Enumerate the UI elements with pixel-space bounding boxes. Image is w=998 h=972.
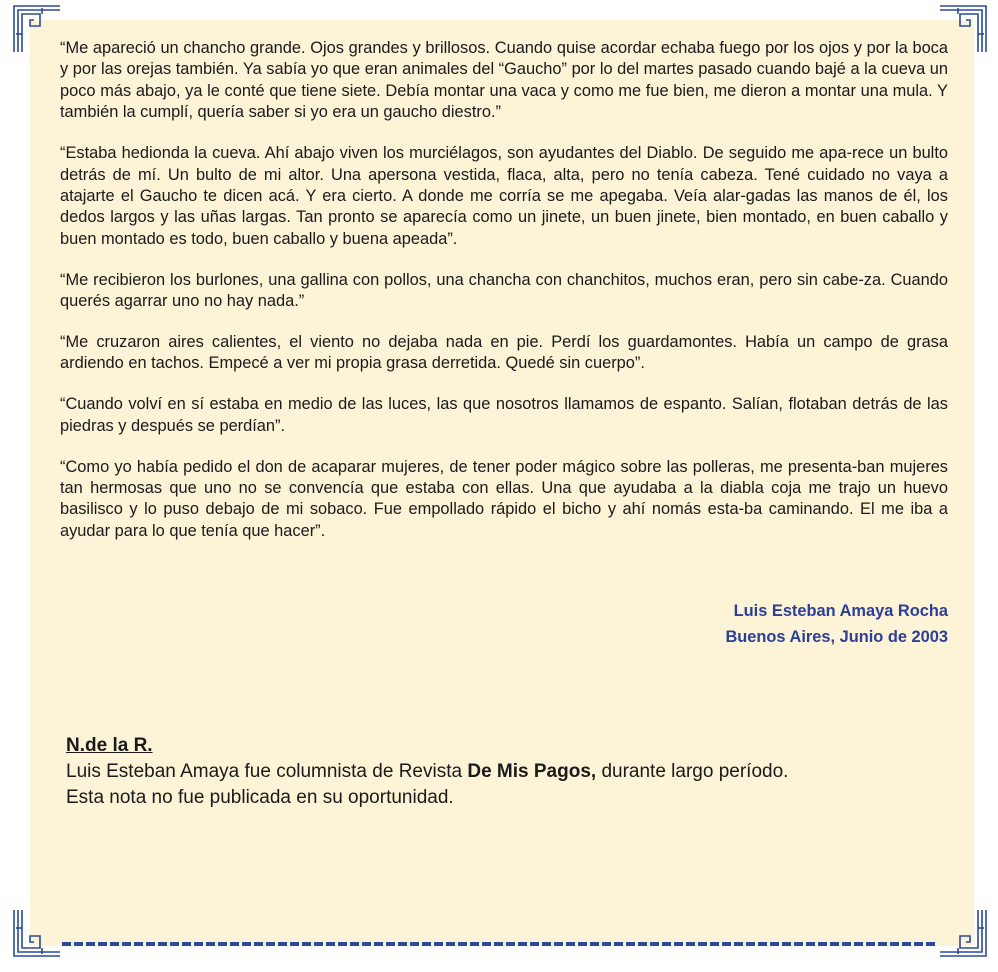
note-title: N.de la R. [66,735,153,756]
article-body [60,38,948,562]
paragraph: “Estaba hedionda la cueva. Ahí abajo viven los murciélagos, son ayudantes del Diablo. De seguido me apa-rece un bulto detrás de mí. Un bulto de mi altor. Una apersona vestida, flaca, alta, pero no tenía cabeza. Tené cuidado no vaya a atajarte el Gaucho te dicen acá. Y era cierto. A donde me corría se me apegaba. Veía alar-gadas las manos de él, los dedos largos y las uñas largas. Tan pronto se aparecía como un jinete, un buen jinete, bien montado, en buen caballo y buen montado es todo, buen caballo y buena apeada”. [60,144,948,248]
note-text: durante largo período. [596,761,789,782]
paragraph: “Me cruzaron aires calientes, el viento no dejaba nada en pie. Perdí los guardamontes. Había un campo de grasa ardiendo en tachos. Empecé a ver mi propia grasa derretida. Quedé sin cuerpo”. [60,332,948,373]
note-line-1 [66,759,946,785]
magazine-name: De Mis Pagos, [467,761,597,782]
dashed-border-line [62,942,938,946]
greek-key-corner-icon [938,908,988,958]
note-line-2: Esta nota no fue publicada en su oportunidad. [66,787,454,808]
author-name: Luis Esteban Amaya Rocha [733,602,948,620]
paragraph: “Cuando volví en sí estaba en medio de las luces, las que nosotros llamamos de espanto. Salían, flotaban detrás de las piedras y después se perdían”. [60,395,948,435]
paragraph: “Me recibieron los burlones, una gallina con pollos, una chancha con chanchitos, muchos eran, pero sin cabe-za. Cuando querés agarrar uno no hay nada.” [60,270,948,311]
note-text: Luis Esteban Amaya fue columnista de Revista [66,761,468,782]
greek-key-corner-icon [12,4,62,54]
signature-block [560,598,948,650]
paragraph: “Me apareció un chancho grande. Ojos grandes y brillosos. Cuando quise acordar echaba fuego por los ojos y por la boca y por las orejas también. Ya sabía yo que eran animales del “Gaucho” por lo del martes pasado cuando bajé a la cueva un poco más abajo, ya le conté que tiene siete. Debía montar una vaca y como me fue bien, me dieron a montar una mula. Y también la cumplí, quería saber si yo era un gaucho diestro.” [60,39,948,122]
place-date: Buenos Aires, Junio de 2003 [725,628,948,646]
paragraph: “Como yo había pedido el don de acaparar mujeres, de tener poder mágico sobre las polleras, me presenta-ban mujeres tan hermosas que uno no se convencía que estaba con ellas. Una que ayudaba a la diabla coja me trajo un huevo basilisco y lo puso debajo de mi sobaco. Fue empollado rápido el bicho y ahí nomás esta-ba caminando. El me iba a ayudar para lo que tenía que hacer”. [60,457,948,540]
greek-key-corner-icon [12,908,62,958]
editor-note [66,733,946,811]
